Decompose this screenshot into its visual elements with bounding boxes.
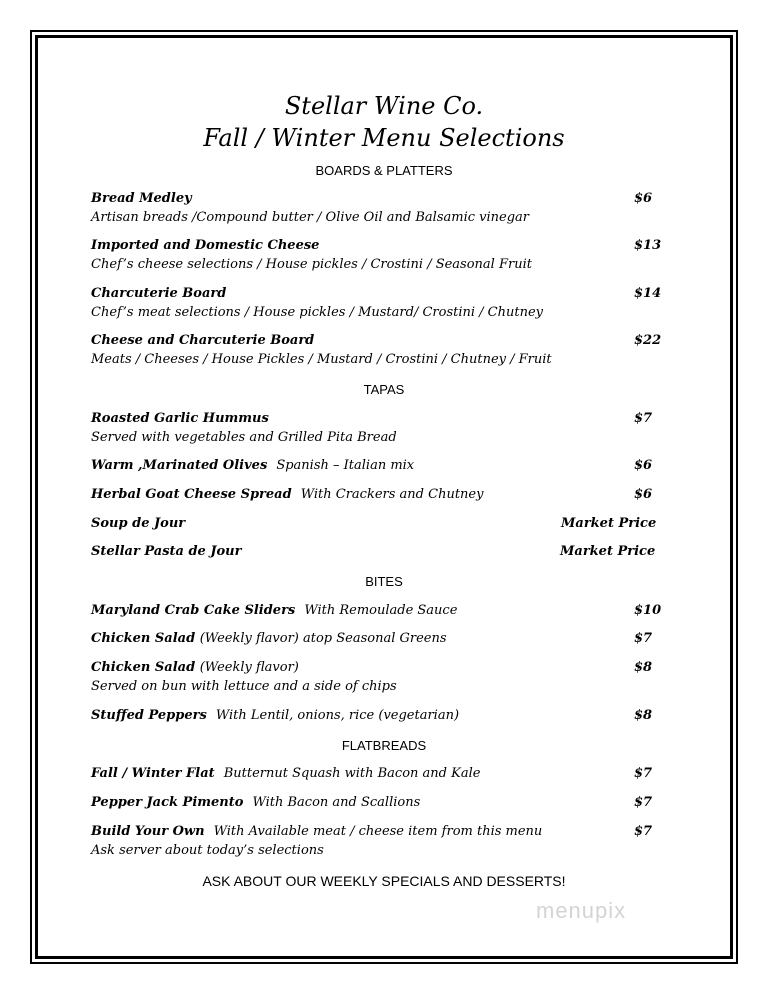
- menu-item-name: [91, 708, 459, 723]
- menu-item-name: Cheese and Charcuterie Board: [91, 333, 315, 348]
- menu-item-desc: Meats / Cheeses / House Pickles / Mustard / Crostini / Chutney / Fruit: [91, 352, 552, 367]
- menu-item-name: [91, 631, 447, 646]
- menu-item-price: $8: [634, 708, 653, 723]
- menu-item-title: Pepper Jack Pimento: [91, 795, 244, 810]
- menu-item-name: [91, 458, 414, 473]
- menu-item-inline-desc: With Remoulade Sauce: [304, 603, 458, 618]
- menu-item-inline-desc: With Available meat / cheese item from this menu: [213, 824, 543, 839]
- menu-item-price: $8: [634, 660, 653, 675]
- menu-item-price: $7: [634, 766, 653, 781]
- menu-item-price: $7: [634, 631, 653, 646]
- menu-item-title: Maryland Crab Cake Sliders: [91, 603, 296, 618]
- menu-item-name: Bread Medley: [91, 191, 192, 206]
- menu-title: Fall / Winter Menu Selections: [203, 124, 565, 152]
- menu-item-name: Charcuterie Board: [91, 286, 227, 301]
- menu-item-inline-desc: (Weekly flavor): [199, 660, 299, 675]
- menu-item-desc: Served on bun with lettuce and a side of chips: [91, 679, 397, 694]
- menu-item-price: $7: [634, 824, 653, 839]
- menu-item-price: $10: [634, 603, 662, 618]
- menu-item-title: Build Your Own: [91, 824, 205, 839]
- menu-item-title: Fall / Winter Flat: [91, 766, 215, 781]
- menu-item-inline-desc: Butternut Squash with Bacon and Kale: [223, 766, 481, 781]
- specials-footer: ASK ABOUT OUR WEEKLY SPECIALS AND DESSERTS!: [202, 873, 566, 889]
- menu-item-title: Stuffed Peppers: [91, 708, 207, 723]
- menu-item-price: $6: [634, 458, 653, 473]
- menu-item-title: Warm ,Marinated Olives: [91, 458, 268, 473]
- menu-item-title: Chicken Salad: [91, 631, 196, 646]
- menu-item-price: $7: [634, 795, 653, 810]
- menu-item-name: [91, 603, 457, 618]
- menu-item-name: [91, 487, 483, 502]
- menu-item-name: [91, 824, 542, 839]
- menu-item-name: [91, 766, 480, 781]
- menu-item-price: $13: [634, 238, 662, 253]
- menu-item-inline-desc: With Crackers and Chutney: [300, 487, 484, 502]
- section-heading-bites: BITES: [365, 574, 403, 589]
- menu-item-name: [91, 795, 420, 810]
- menu-item-name: Stellar Pasta de Jour: [91, 544, 242, 559]
- restaurant-name: Stellar Wine Co.: [284, 92, 484, 120]
- menu-item-desc: Ask server about today’s selections: [91, 843, 324, 858]
- menu-item-price: Market Price: [560, 544, 656, 559]
- menu-item-price: $22: [634, 333, 662, 348]
- menu-item-title: Chicken Salad: [91, 660, 196, 675]
- section-heading-tapas: TAPAS: [363, 382, 405, 397]
- menu-item-desc: Served with vegetables and Grilled Pita Bread: [91, 430, 397, 445]
- menu-item-title: Herbal Goat Cheese Spread: [91, 487, 292, 502]
- menu-item-inline-desc: Spanish – Italian mix: [276, 458, 415, 473]
- menu-item-desc: Chef’s cheese selections / House pickles / Crostini / Seasonal Fruit: [91, 257, 532, 272]
- menu-item-price: Market Price: [561, 516, 657, 531]
- menu-item-name: Imported and Domestic Cheese: [91, 238, 320, 253]
- menu-item-price: $14: [634, 286, 662, 301]
- menu-item-price: $6: [634, 191, 653, 206]
- menu-item-price: $7: [634, 411, 653, 426]
- menu-item-name: [91, 660, 299, 675]
- section-heading-boards: BOARDS & PLATTERS: [315, 163, 453, 178]
- menu-item-name: Roasted Garlic Hummus: [91, 411, 269, 426]
- menu-item-inline-desc: With Bacon and Scallions: [252, 795, 421, 810]
- menu-item-inline-desc: With Lentil, onions, rice (vegetarian): [215, 708, 460, 723]
- menu-item-inline-desc: (Weekly flavor) atop Seasonal Greens: [199, 631, 447, 646]
- menu-item-desc: Artisan breads /Compound butter / Olive Oil and Balsamic vinegar: [91, 210, 530, 225]
- menu-item-desc: Chef’s meat selections / House pickles / Mustard/ Crostini / Chutney: [91, 305, 543, 320]
- section-heading-flatbreads: FLATBREADS: [341, 738, 427, 753]
- menu-item-price: $6: [634, 487, 653, 502]
- menu-item-name: Soup de Jour: [91, 516, 186, 531]
- watermark-logo: menupix: [536, 898, 627, 923]
